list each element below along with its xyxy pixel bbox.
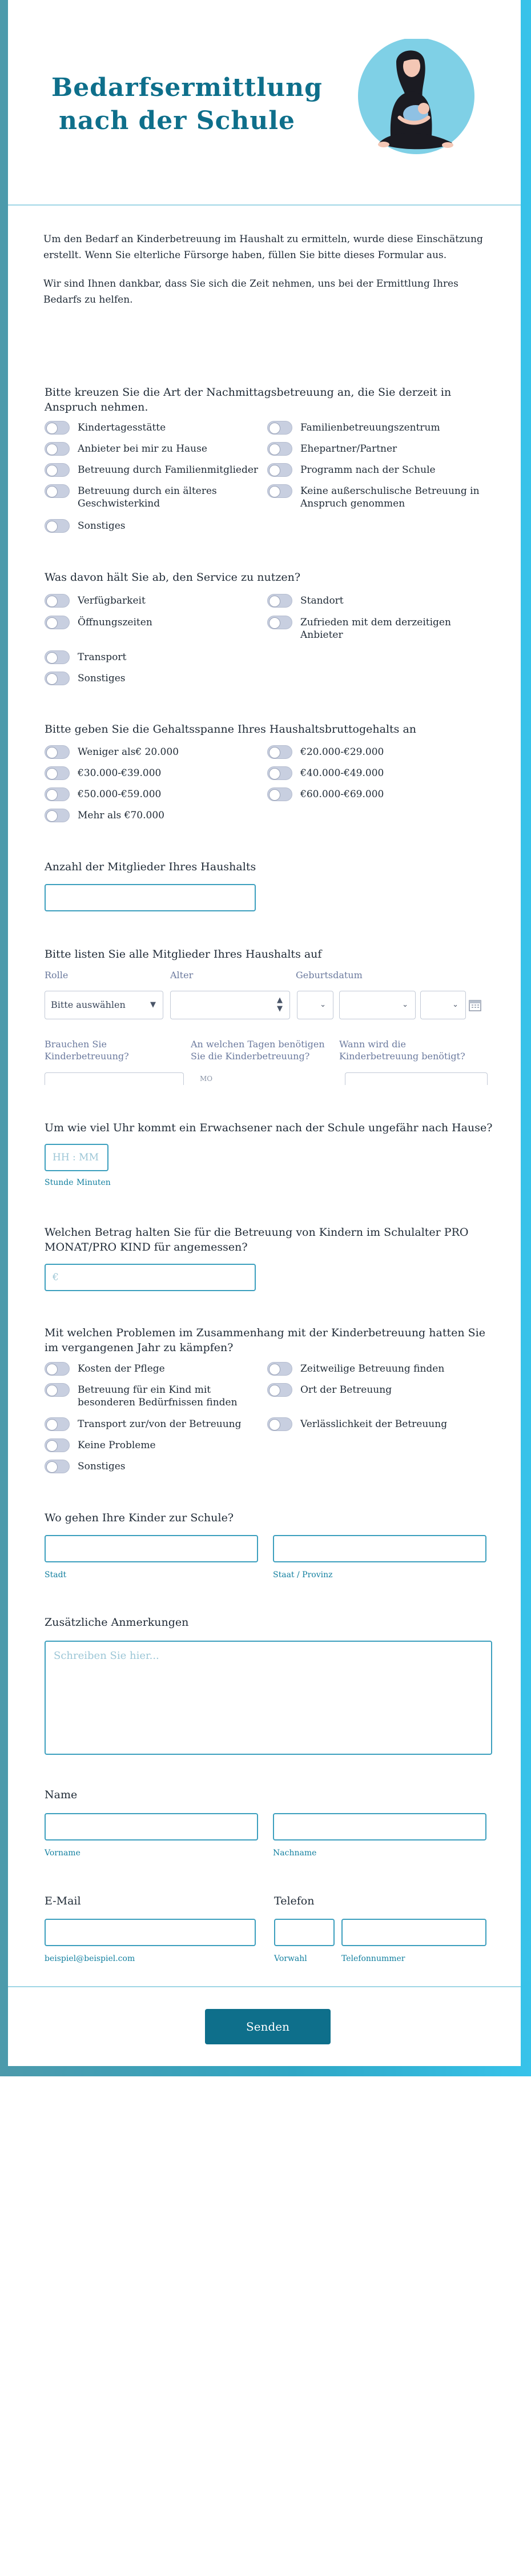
toggle-switch[interactable]	[45, 1438, 70, 1452]
option-cost[interactable]	[45, 1363, 256, 1376]
option-label: Verlässlichkeit der Betreuung	[300, 1418, 448, 1430]
option-opening-hours[interactable]	[45, 616, 256, 629]
option-label: Kindertagesstätte	[78, 422, 166, 433]
calendar-icon[interactable]	[468, 998, 482, 1012]
household-size-input[interactable]	[45, 884, 256, 911]
phone-number-sublabel: Telefonnummer	[341, 1954, 405, 1963]
state-sublabel: Staat / Provinz	[273, 1570, 333, 1580]
toggle-switch[interactable]	[267, 1383, 292, 1397]
age-stepper[interactable]	[170, 991, 290, 1019]
option-label: Keine außerschulische Betreuung in Anspruch genommen	[300, 485, 480, 509]
state-input[interactable]	[273, 1535, 486, 1562]
hours-sublabel: Stunde	[45, 1178, 74, 1187]
phone-number-input[interactable]	[341, 1919, 486, 1946]
option-label: Transport	[78, 652, 127, 663]
needs-care-select[interactable]	[45, 1072, 184, 1085]
option-family-members[interactable]	[45, 464, 262, 477]
currency-prefix: €	[53, 1272, 59, 1283]
option-label: €40.000-€49.000	[300, 767, 384, 779]
toggle-switch[interactable]	[45, 442, 70, 456]
option-income-over-70k[interactable]	[45, 809, 256, 822]
option-label: Transport zur/von der Betreuung	[78, 1418, 242, 1430]
option-label: Verfügbarkeit	[78, 595, 146, 606]
email-input[interactable]	[45, 1919, 256, 1946]
option-transport[interactable]	[45, 651, 256, 664]
email-question: E-Mail	[45, 1895, 81, 1907]
option-kita[interactable]	[45, 421, 256, 435]
option-other[interactable]	[45, 520, 256, 533]
income-question: Bitte geben Sie die Gehaltsspanne Ihres Haushaltsbruttogehalts an	[45, 723, 417, 736]
option-label: Sonstiges	[78, 1461, 126, 1472]
first-name-sublabel: Vorname	[45, 1848, 81, 1858]
area-code-sublabel: Vorwahl	[274, 1954, 307, 1963]
option-label: Betreuung durch ein älteres Geschwisterkind	[78, 485, 217, 509]
option-income-50k[interactable]	[45, 788, 256, 801]
care-type-question: Bitte kreuzen Sie die Art der Nachmittagsbetreuung an, die Sie derzeit in Anspruch nehmen.	[45, 386, 452, 413]
option-income-60k[interactable]	[267, 788, 490, 801]
option-income-40k[interactable]	[267, 767, 490, 780]
barrier-question: Was davon hält Sie ab, den Service zu nutzen?	[45, 571, 301, 584]
toggle-switch[interactable]	[45, 463, 70, 477]
toggle-switch[interactable]	[45, 787, 70, 801]
toggle-switch[interactable]	[267, 766, 292, 780]
chevron-down-icon: ⌄	[402, 1000, 408, 1009]
toggle-switch[interactable]	[267, 442, 292, 456]
school-location-question: Wo gehen Ihre Kinder zur Schule?	[45, 1512, 234, 1524]
name-question: Name	[45, 1789, 78, 1801]
option-family-center[interactable]	[267, 421, 490, 435]
column-care-days: An welchen Tagen benötigen Sie die Kinderbetreuung?	[191, 1039, 325, 1062]
option-label: €50.000-€59.000	[78, 789, 162, 800]
column-birthdate: Geburtsdatum	[296, 970, 363, 980]
toggle-switch[interactable]	[267, 421, 292, 435]
option-income-under-20k[interactable]	[45, 746, 256, 759]
toggle-switch[interactable]	[45, 616, 70, 629]
area-code-input[interactable]	[274, 1919, 335, 1946]
option-label: €30.000-€39.000	[78, 767, 162, 779]
option-label: Zeitweilige Betreuung finden	[300, 1363, 445, 1375]
form-card	[8, 0, 521, 2066]
option-label: Betreuung durch Familienmitglieder	[78, 464, 259, 476]
option-label: Ehepartner/Partner	[300, 443, 397, 455]
option-transport[interactable]	[45, 1418, 262, 1431]
toggle-switch[interactable]	[45, 650, 70, 664]
care-time-select[interactable]	[345, 1072, 488, 1085]
option-label: Keine Probleme	[78, 1440, 156, 1451]
household-size-question: Anzahl der Mitglieder Ihres Haushalts	[45, 861, 256, 873]
option-other[interactable]	[45, 1460, 256, 1473]
chevron-down-icon: ⌄	[320, 1000, 326, 1009]
option-label: Standort	[300, 595, 344, 606]
form-header	[8, 0, 521, 206]
option-label: Weniger als€ 20.000	[78, 746, 179, 758]
form-intro	[43, 231, 494, 320]
toggle-switch[interactable]	[45, 594, 70, 608]
toggle-switch[interactable]	[267, 484, 292, 498]
option-label: Anbieter bei mir zu Hause	[78, 443, 207, 455]
option-special-needs[interactable]	[45, 1384, 250, 1409]
option-older-sibling[interactable]	[45, 485, 250, 510]
last-name-sublabel: Nachname	[273, 1848, 317, 1858]
toggle-switch[interactable]	[45, 766, 70, 780]
birth-year-select[interactable]	[420, 991, 466, 1019]
footer-divider	[8, 1986, 521, 1987]
option-partner[interactable]	[267, 443, 490, 456]
submit-button[interactable]: Senden	[205, 2009, 331, 2044]
option-temporary-care[interactable]	[267, 1363, 490, 1376]
intro-paragraph-1: Um den Bedarf an Kinderbetreuung im Haushalt zu ermitteln, wurde diese Einschätzung erstellt. Wenn Sie elterliche Fürsorge haben, füllen Sie bitte dieses Formular aus.	[43, 234, 483, 261]
option-income-20k[interactable]	[267, 746, 490, 759]
birth-day-select[interactable]	[297, 991, 333, 1019]
option-label: Mehr als €70.000	[78, 810, 164, 821]
household-members-question: Bitte listen Sie alle Mitglieder Ihres Haushalts auf	[45, 948, 322, 961]
toggle-switch[interactable]	[45, 1460, 70, 1473]
role-select-value: Bitte auswählen	[51, 999, 126, 1010]
option-income-30k[interactable]	[45, 767, 256, 780]
email-sublabel: beispiel@beispiel.com	[45, 1954, 135, 1963]
toggle-switch[interactable]	[267, 463, 292, 477]
problems-question: Mit welchen Problemen im Zusammenhang mit der Kinderbetreuung hatten Sie im vergangenen Jahr zu kämpfen?	[45, 1327, 485, 1354]
role-select[interactable]	[45, 991, 163, 1019]
toggle-switch[interactable]	[45, 484, 70, 498]
minutes-sublabel: Minuten	[77, 1178, 111, 1187]
toggle-switch[interactable]	[267, 594, 292, 608]
option-label: Betreuung für ein Kind mit besonderen Bedürfnissen finden	[78, 1384, 238, 1408]
option-label: Öffnungszeiten	[78, 617, 152, 628]
option-label: Programm nach der Schule	[300, 464, 436, 476]
toggle-switch[interactable]	[267, 787, 292, 801]
first-name-input[interactable]	[45, 1813, 258, 1840]
care-days-value: MO	[200, 1075, 213, 1083]
stepper-arrows-icon[interactable]: ▲ ▼	[277, 996, 283, 1013]
option-label: €20.000-€29.000	[300, 746, 384, 758]
chevron-down-icon: ⌄	[452, 1000, 458, 1009]
toggle-switch[interactable]	[267, 616, 292, 629]
comments-textarea[interactable]: Schreiben Sie hier...	[45, 1641, 492, 1755]
toggle-switch[interactable]	[267, 1362, 292, 1376]
option-other[interactable]	[45, 672, 256, 685]
fair-price-question-line-2: MONAT/PRO KIND für angemessen?	[45, 1241, 248, 1253]
fair-price-question-line-1: Welchen Betrag halten Sie für die Betreuung von Kindern im Schulalter PRO	[45, 1226, 469, 1239]
option-label: Kosten der Pflege	[78, 1363, 165, 1375]
toggle-switch[interactable]	[45, 809, 70, 822]
arrival-time-question: Um wie viel Uhr kommt ein Erwachsener nach der Schule ungefähr nach Hause?	[45, 1122, 493, 1134]
option-home-provider[interactable]	[45, 443, 256, 456]
column-role: Rolle	[45, 970, 69, 980]
toggle-switch[interactable]	[267, 1417, 292, 1431]
phone-question: Telefon	[274, 1895, 315, 1907]
column-needs-care: Brauchen Sie Kinderbetreuung?	[45, 1039, 129, 1062]
option-location[interactable]	[267, 594, 490, 608]
comments-question: Zusätzliche Anmerkungen	[45, 1616, 189, 1629]
title-line-1: Bedarfsermittlung	[51, 73, 323, 102]
option-no-care[interactable]	[267, 485, 496, 510]
city-sublabel: Stadt	[45, 1570, 67, 1580]
option-label: Ort der Betreuung	[300, 1384, 392, 1396]
option-satisfied[interactable]	[267, 616, 473, 641]
option-after-school-program[interactable]	[267, 464, 490, 477]
option-label: €60.000-€69.000	[300, 789, 384, 800]
option-label: Familienbetreuungszentrum	[300, 422, 440, 433]
toggle-switch[interactable]	[45, 421, 70, 435]
option-availability[interactable]	[45, 594, 256, 608]
fair-price-input[interactable]	[45, 1264, 256, 1291]
care-days-select[interactable]	[196, 1072, 328, 1085]
toggle-switch[interactable]	[45, 1383, 70, 1397]
chevron-down-icon: ▼	[150, 1000, 156, 1009]
column-care-time: Wann wird die Kinderbetreuung benötigt?	[339, 1039, 465, 1062]
option-reliability[interactable]	[267, 1418, 490, 1431]
title-line-2: nach der Schule	[58, 106, 296, 135]
option-label: Sonstiges	[78, 520, 126, 532]
toggle-switch[interactable]	[267, 745, 292, 759]
birth-month-select[interactable]	[339, 991, 416, 1019]
option-care-location[interactable]	[267, 1384, 490, 1397]
last-name-input[interactable]	[273, 1813, 486, 1840]
option-label: Zufrieden mit dem derzeitigen Anbieter	[300, 617, 451, 641]
option-no-problems[interactable]	[45, 1439, 256, 1452]
toggle-switch[interactable]	[45, 672, 70, 685]
toggle-switch[interactable]	[45, 745, 70, 759]
toggle-switch[interactable]	[45, 1417, 70, 1431]
option-label: Sonstiges	[78, 673, 126, 684]
arrival-time-input[interactable]: HH : MM	[45, 1144, 108, 1171]
toggle-switch[interactable]	[45, 1362, 70, 1376]
form-title	[51, 71, 323, 138]
column-age: Alter	[170, 970, 194, 980]
toggle-switch[interactable]	[45, 519, 70, 533]
mother-with-baby-illustration	[356, 39, 476, 176]
intro-paragraph-2: Wir sind Ihnen dankbar, dass Sie sich die Zeit nehmen, uns bei der Ermittlung Ihres Bedarfs zu helfen.	[43, 278, 458, 306]
city-input[interactable]	[45, 1535, 258, 1562]
fair-price-question	[45, 1225, 501, 1255]
